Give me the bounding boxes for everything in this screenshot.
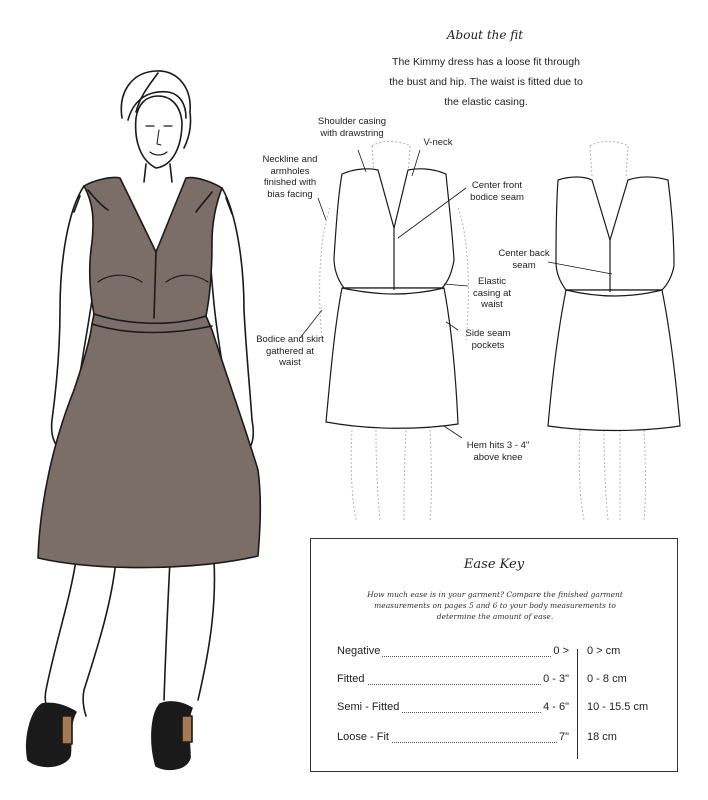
callout-bodice-skirt: Bodice and skirt gathered at waist <box>256 334 324 368</box>
ease-row-fitted <box>337 673 569 687</box>
callout-side-seam: Side seam pockets <box>465 328 511 351</box>
model-figure <box>27 71 261 769</box>
ease-row-semi-fitted <box>337 701 569 715</box>
callout-neckline: Neckline and armholes finished with bias facing <box>262 154 318 200</box>
ease-row-negative <box>337 645 569 659</box>
ease-row-inches: 7" <box>558 731 569 743</box>
front-dress <box>326 169 458 428</box>
ease-row-label: Negative <box>337 645 381 657</box>
ease-row-cm: 0 - 8 cm <box>587 673 627 685</box>
model-left-leg <box>45 560 116 716</box>
ease-row-label: Fitted <box>337 673 365 685</box>
ease-row-cm: 10 - 15.5 cm <box>587 701 649 713</box>
callout-v-neck: V-neck <box>423 137 453 148</box>
callout-elastic: Elastic casing at waist <box>472 276 512 310</box>
model-right-leg <box>164 560 214 700</box>
about-fit-text: The Kimmy dress has a loose fit through the bust and hip. The waist is fitted due to the elastic casing. <box>389 56 583 108</box>
ease-key-description: How much ease is in your garment? Compare the finished garment measurements on pages 5 and 6 to your body measurements to determine the amount of ease. <box>367 590 623 621</box>
ease-row-label: Loose - Fit <box>337 731 389 743</box>
ease-key-divider <box>577 649 578 759</box>
callout-center-back: Center back seam <box>498 248 550 271</box>
about-fit-title: About the fit <box>446 28 524 42</box>
callout-center-front: Center front bodice seam <box>470 180 524 203</box>
ease-row-loose-fit <box>337 731 569 745</box>
ease-key-title: Ease Key <box>463 557 525 572</box>
ease-row-cm: 18 cm <box>587 731 617 743</box>
ease-row-label: Semi - Fitted <box>337 701 400 713</box>
ease-key-box <box>310 538 678 772</box>
ease-row-inches: 0 > <box>553 645 569 657</box>
ease-row-inches: 4 - 6" <box>543 701 569 713</box>
back-dress <box>548 177 680 431</box>
callout-hem: Hem hits 3 - 4" above knee <box>466 440 530 463</box>
ease-row-inches: 0 - 3" <box>543 673 569 685</box>
callout-shoulder-casing: Shoulder casing with drawstring <box>317 116 387 139</box>
ease-row-cm: 0 > cm <box>587 645 621 657</box>
